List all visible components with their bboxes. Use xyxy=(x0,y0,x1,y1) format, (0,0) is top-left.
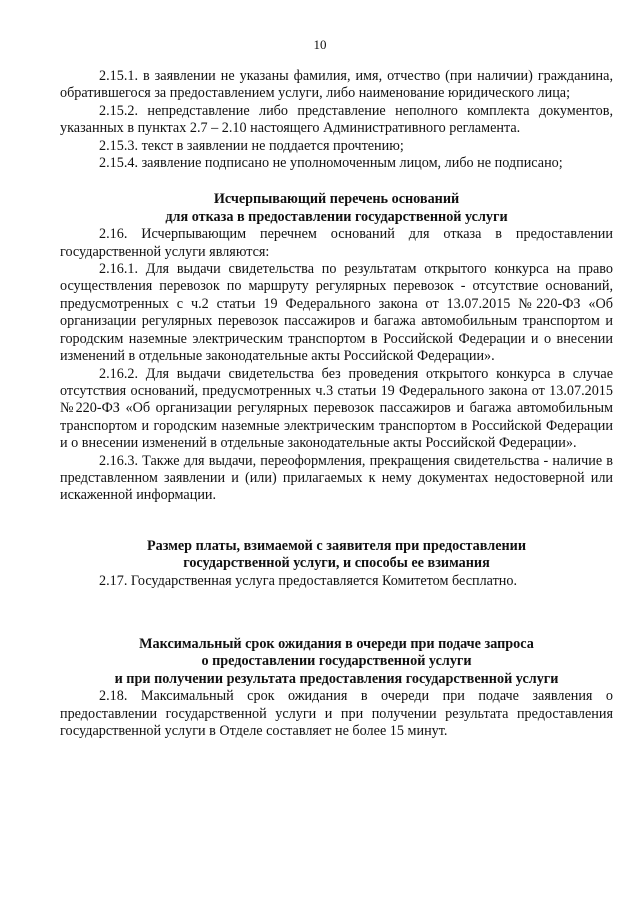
heading-wait-line-3: и при получении результата предоставления государственной услуги xyxy=(114,670,559,687)
heading-wait-line-2: о предоставлении государственной услуги xyxy=(201,653,472,670)
paragraph-2-16: 2.16. Исчерпывающим перечнем оснований для отказа в предоставлении государственной услуги являются: xyxy=(60,226,613,260)
paragraph-2-15-3: 2.15.3. текст в заявлении не поддается прочтению; xyxy=(99,137,404,154)
heading-waiting-time xyxy=(60,636,613,688)
paragraph-2-16-1: 2.16.1. Для выдачи свидетельства по результатам открытого конкурса на право осуществления перевозок по маршруту регулярных перевозок - отсутствие оснований, предусмотренных с ч.2 статьи 19 Федерального закона от 13.07.2015 №220-ФЗ «Об организации регулярных перевозок пассажиров и багажа автомобильным транспортом и городским наземные электрическим транспортом в Российской Федерации и о внесении изменений в отдельные законодательные акты Российской Федерации». xyxy=(60,261,613,365)
heading-refusal-grounds xyxy=(60,191,613,226)
paragraph-2-15-1: 2.15.1. в заявлении не указаны фамилия, имя, отчество (при наличии) гражданина, обратившегося за предоставлением услуги, либо наименование юридического лица; xyxy=(60,68,613,102)
spacer xyxy=(60,623,613,636)
spacer xyxy=(60,590,613,623)
heading-refusal-line-2: для отказа в предоставлении государственной услуги xyxy=(165,208,508,225)
document-body xyxy=(60,68,613,740)
paragraph-2-18: 2.18. Максимальный срок ожидания в очереди при подаче заявления о предоставлении государственной услуги и при получении результата предоставления государственной услуги в Отделе составляет не более 15 минут. xyxy=(60,688,613,739)
spacer xyxy=(60,505,613,538)
paragraph-2-15-4: 2.15.4. заявление подписано не уполномоченным лицом, либо не подписано; xyxy=(99,155,563,172)
heading-fee-line-1: Размер платы, взимаемой с заявителя при предоставлении xyxy=(146,537,527,554)
paragraph-2-16-2: 2.16.2. Для выдачи свидетельства без проведения открытого конкурса в случае отсутствия оснований, предусмотренных ч.3 статьи 19 Федерального закона от 13.07.2015 №220-ФЗ «Об организации регулярных перевозок пассажиров и багажа автомобильным транспортом и городским наземные электрическим транспортом в Российской Федерации и о внесении изменений в отдельные законодательные акты Российской Федерации». xyxy=(60,365,613,452)
paragraph-2-17: 2.17. Государственная услуга предоставляется Комитетом бесплатно. xyxy=(99,572,518,589)
heading-fee xyxy=(60,538,613,573)
heading-fee-line-2: государственной услуги, и способы ее взимания xyxy=(183,555,490,572)
spacer xyxy=(60,172,613,191)
paragraph-2-15-2: 2.15.2. непредставление либо представление неполного комплекта документов, указанных в пунктах 2.7 – 2.10 настоящего Административного регламента. xyxy=(60,102,613,137)
heading-refusal-line-1: Исчерпывающий перечень оснований xyxy=(213,191,460,208)
paragraph-2-16-3: 2.16.3. Также для выдачи, переоформления, прекращения свидетельства - наличие в представленном заявлении и (или) прилагаемых к нему документах недостоверной или искаженной информации. xyxy=(60,452,613,504)
heading-wait-line-1: Максимальный срок ожидания в очереди при подаче запроса xyxy=(139,635,534,652)
page-number: 10 xyxy=(313,37,327,52)
